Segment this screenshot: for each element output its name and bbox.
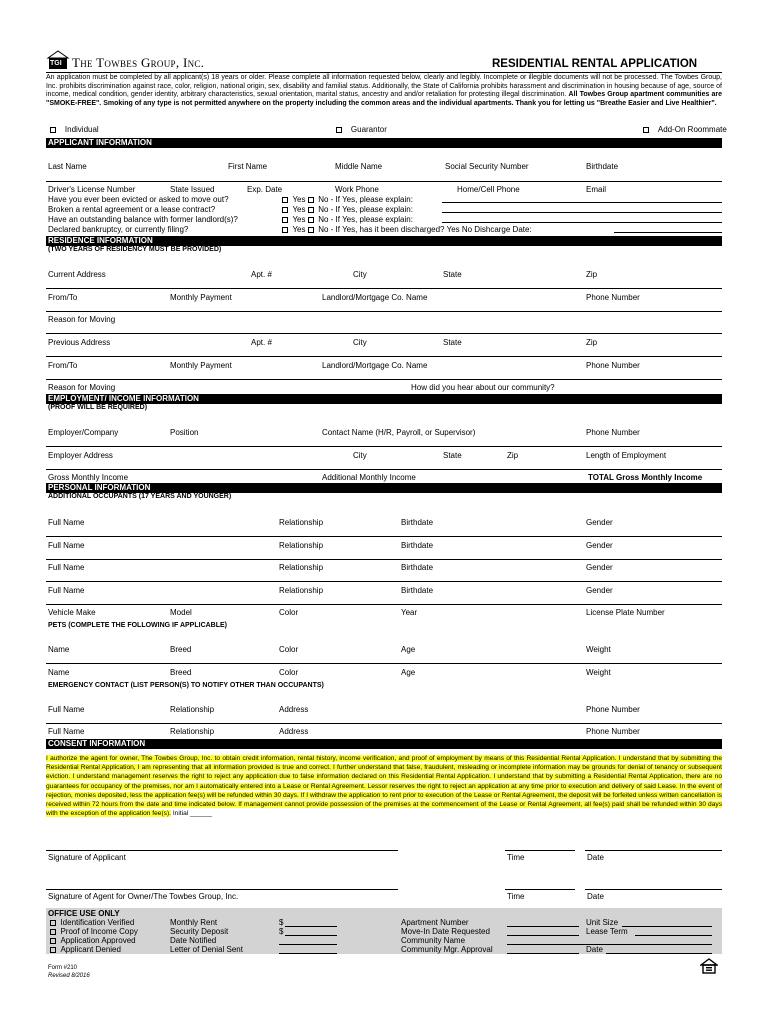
emergency-relationship-field[interactable]: Relationship xyxy=(170,727,215,736)
checkbox-icon[interactable] xyxy=(336,127,342,133)
vehicle-model-field[interactable]: Model xyxy=(170,608,192,617)
company-logo xyxy=(46,50,70,70)
emergency-phone-field[interactable]: Phone Number xyxy=(586,727,640,736)
unit-size-line[interactable] xyxy=(622,926,712,927)
exp-date-field[interactable]: Exp. Date xyxy=(247,185,283,194)
rent-dollar-sign: $ xyxy=(279,918,284,927)
landlord-phone-field[interactable]: Phone Number xyxy=(586,293,640,302)
occupant-birthdate-field[interactable]: Birthdate xyxy=(401,518,434,527)
occupant-gender-field[interactable]: Gender xyxy=(586,541,613,550)
checkbox-icon[interactable] xyxy=(308,207,314,213)
applicant-denied[interactable]: Applicant Denied xyxy=(50,945,121,954)
applicant-signature-line[interactable] xyxy=(46,850,398,851)
previous-address-field[interactable]: Previous Address xyxy=(48,338,111,347)
explain-line[interactable] xyxy=(442,202,722,203)
current-address-field[interactable]: Current Address xyxy=(48,270,106,279)
date-notified-line[interactable] xyxy=(279,944,337,945)
pet-age-field[interactable]: Age xyxy=(401,645,416,654)
company-name: The Towbes Group, Inc. xyxy=(72,55,205,70)
last-name-field[interactable]: Last Name xyxy=(48,162,87,171)
gross-income-field[interactable]: Gross Monthly Income xyxy=(48,473,129,482)
checkbox-icon[interactable] xyxy=(50,938,56,944)
emergency-name-field[interactable]: Full Name xyxy=(48,727,85,736)
occupants-subheading: ADDITIONAL OCCUPANTS (17 YEARS AND YOUNGER) xyxy=(48,493,232,500)
zip-field[interactable]: Zip xyxy=(586,270,598,279)
pet-breed-field[interactable]: Breed xyxy=(170,668,192,677)
agent-time-label: Time xyxy=(507,892,525,901)
state-field[interactable]: State xyxy=(443,270,462,279)
work-phone-field[interactable]: Work Phone xyxy=(335,185,379,194)
contact-name-field[interactable]: Contact Name (H/R, Payroll, or Supervisor) xyxy=(322,428,476,437)
agent-signature-line[interactable] xyxy=(46,889,398,890)
city-field[interactable]: City xyxy=(353,270,367,279)
checkbox-icon[interactable] xyxy=(308,227,314,233)
checkbox-icon[interactable] xyxy=(282,217,288,223)
apartment-number-line[interactable] xyxy=(507,926,579,927)
employer-address-field[interactable]: Employer Address xyxy=(48,451,113,460)
reason-moving-field[interactable]: Reason for Moving xyxy=(48,315,116,324)
home-phone-field[interactable]: Home/Cell Phone xyxy=(457,185,520,194)
pets-heading: PETS (COMPLETE THE FOLLOWING IF APPLICABLE) xyxy=(48,622,228,629)
occupant-name-field[interactable]: Full Name xyxy=(48,518,85,527)
occupant-gender-field[interactable]: Gender xyxy=(586,586,613,595)
employer-phone-field[interactable]: Phone Number xyxy=(586,428,640,437)
explain-line[interactable] xyxy=(442,222,722,223)
prev-reason-moving-field[interactable]: Reason for Moving xyxy=(48,383,116,392)
applicant-time-label: Time xyxy=(507,853,525,862)
employer-zip-field[interactable]: Zip xyxy=(507,451,519,460)
occupant-relationship-field[interactable]: Relationship xyxy=(279,541,324,550)
checkbox-icon[interactable] xyxy=(308,197,314,203)
emergency-name-field[interactable]: Full Name xyxy=(48,705,85,714)
email-field[interactable]: Email xyxy=(586,185,607,194)
agent-signature-label: Signature of Agent for Owner/The Towbes Group, Inc. xyxy=(48,892,239,901)
checkbox-icon[interactable] xyxy=(282,227,288,233)
pet-color-field[interactable]: Color xyxy=(279,645,299,654)
mgr-approval-label: Community Mgr. Approval xyxy=(401,945,493,954)
logo-letters: TGI xyxy=(50,60,62,67)
unit-size-label: Unit Size xyxy=(586,918,619,927)
letter-denial-line[interactable] xyxy=(279,953,337,954)
checkbox-icon[interactable] xyxy=(50,947,56,953)
answer-bankruptcy[interactable]: Yes No - If Yes, has it been discharged? Yes No Dishcarge Date: xyxy=(282,225,532,234)
move-in-date-label: Move-In Date Requested xyxy=(401,927,490,936)
middle-name-field[interactable]: Middle Name xyxy=(335,162,383,171)
prev-zip-field[interactable]: Zip xyxy=(586,338,598,347)
question-balance: Have an outstanding balance with former landlord(s)? xyxy=(48,215,238,224)
application-approved[interactable]: Application Approved xyxy=(50,936,136,945)
checkbox-icon[interactable] xyxy=(282,197,288,203)
emergency-relationship-field[interactable]: Relationship xyxy=(170,705,215,714)
length-employment-field[interactable]: Length of Employment xyxy=(586,451,667,460)
monthly-rent-label: Monthly Rent xyxy=(170,918,218,927)
explain-line[interactable] xyxy=(442,212,722,213)
explain-line[interactable] xyxy=(614,232,722,233)
move-in-date-line[interactable] xyxy=(507,935,579,936)
agent-date-label: Date xyxy=(587,892,604,901)
birthdate-field[interactable]: Birthdate xyxy=(586,162,619,171)
hear-about-field[interactable]: How did you hear about our community? xyxy=(411,383,555,392)
state-issued-field[interactable]: State Issued xyxy=(170,185,215,194)
date-notified-label: Date Notified xyxy=(170,936,217,945)
apt-field[interactable]: Apt. # xyxy=(251,270,272,279)
community-name-label: Community Name xyxy=(401,936,466,945)
employment-subheading: (PROOF WILL BE REQUIRED) xyxy=(48,404,148,411)
emergency-phone-field[interactable]: Phone Number xyxy=(586,705,640,714)
pet-breed-field[interactable]: Breed xyxy=(170,645,192,654)
position-field[interactable]: Position xyxy=(170,428,199,437)
office-use-heading: OFFICE USE ONLY xyxy=(48,909,120,918)
monthly-payment-field[interactable]: Monthly Payment xyxy=(170,293,232,302)
intro-text: An application must be completed by all applicant(s) 18 years or older. Please complete all information requested below, clearly and legibly. Incomplete or illegible documents will not be processed. The Towbes Group, Inc. prohibits discrimination against race, color, religion, national origin, sex, disability and familial status. Additionally, the State of California prohibits harassment and discrimination in housing because of age, source of income, medical condition, gender identity, arbitrary characteristics, sexual orientation, marital status, ancestry and and/or retaliation for protesting illegal discrimination. All Towbes Group apartment communities are "SMOKE-FREE". Smoking of any type is not permitted anywhere on the property including the common areas and the individual apartments. Thank you for letting us "Breathe Easier and Live Healthier". xyxy=(46,74,723,107)
occupant-name-field[interactable]: Full Name xyxy=(48,541,85,550)
from-to-field[interactable]: From/To xyxy=(48,293,78,302)
lease-term-line[interactable] xyxy=(635,935,712,936)
consent-heading: CONSENT INFORMATION xyxy=(46,739,722,749)
checkbox-icon[interactable] xyxy=(643,127,649,133)
prev-apt-field[interactable]: Apt. # xyxy=(251,338,272,347)
identification-verified[interactable]: Identification Verified xyxy=(50,918,134,927)
pet-name-field[interactable]: Name xyxy=(48,645,70,654)
prev-landlord-field[interactable]: Landlord/Mortgage Co. Name xyxy=(322,361,428,370)
approval-date-line[interactable] xyxy=(606,953,712,954)
agent-time-line[interactable] xyxy=(505,889,575,890)
license-plate-field[interactable]: License Plate Number xyxy=(586,608,665,617)
vehicle-make-field[interactable]: Vehicle Make xyxy=(48,608,96,617)
residence-subheading: (TWO YEARS OF RESIDENCY MUST BE PROVIDED) xyxy=(48,246,222,253)
equal-housing-icon xyxy=(700,958,718,976)
consent-text: I authorize the agent for owner, The Towbes Group, Inc. to obtain credit information, rental history, income verification, and proof of employment by means of this Residential Rental Application. I understand that by submitting the Residential Rental Application, I am representing that all information provided is true and correct. I further understand that false, fraudulent, misleading or incomplete information may be grounds for denial of tenancy or subsequent eviction. I understand management reserves the right to reject any application due to false information declared on this Residential Rental Application. I understand that by submitting a Residential Rental Application, there are no guarantees for occupancy of the premises, nor am I automatically entered into a Lease or Rental Agreement. Lessor reserves the right to reject an application at any time prior to execution and delivery of said Lease. In the event of rejection, monies deposited, less the application fee(s) will be refunded within 30 days. If I withdraw the application to rent prior to execution of the Lease or Rental Agreement, the deposit will be forfeited unless written cancellation is received within 72 hours from the date and time indicated below. If management cannot provide possession of the premises at the commencement of the Lease or Rental Agreement, all fee(s) paid shall be refunded within 30 days with the exception of the application fee(s). Initial ______ xyxy=(46,755,722,818)
checkbox-icon[interactable] xyxy=(50,127,56,133)
occupant-birthdate-field[interactable]: Birthdate xyxy=(401,541,434,550)
community-name-line[interactable] xyxy=(507,944,712,945)
page-title: RESIDENTIAL RENTAL APPLICATION xyxy=(492,58,698,70)
letter-denial-label: Letter of Denial Sent xyxy=(170,945,243,954)
first-name-field[interactable]: First Name xyxy=(228,162,268,171)
pet-name-field[interactable]: Name xyxy=(48,668,70,677)
prev-from-to-field[interactable]: From/To xyxy=(48,361,78,370)
deposit-dollar-sign: $ xyxy=(279,927,284,936)
prev-state-field[interactable]: State xyxy=(443,338,462,347)
emergency-heading: EMERGENCY CONTACT (LIST PERSON(S) TO NOTIFY OTHER THAN OCCUPANTS) xyxy=(48,682,324,689)
applicant-heading: APPLICANT INFORMATION xyxy=(46,138,722,148)
security-deposit-label: Security Deposit xyxy=(170,927,229,936)
checkbox-icon[interactable] xyxy=(308,217,314,223)
personal-heading: PERSONAL INFORMATION xyxy=(46,483,722,493)
employer-city-field[interactable]: City xyxy=(353,451,367,460)
emergency-address-field[interactable]: Address xyxy=(279,705,309,714)
agent-date-line[interactable] xyxy=(585,889,722,890)
approval-date-label: Date xyxy=(586,945,603,954)
employer-field[interactable]: Employer/Company xyxy=(48,428,119,437)
applicant-date-line[interactable] xyxy=(585,850,722,851)
mgr-approval-line[interactable] xyxy=(507,953,579,954)
question-evicted: Have you ever been evicted or asked to move out? xyxy=(48,195,229,204)
pet-color-field[interactable]: Color xyxy=(279,668,299,677)
occupant-name-field[interactable]: Full Name xyxy=(48,586,85,595)
vehicle-color-field[interactable]: Color xyxy=(279,608,299,617)
revised-date: Revised 8/2016 xyxy=(48,973,90,979)
initial-field[interactable]: Initial ______ xyxy=(171,810,213,818)
prev-city-field[interactable]: City xyxy=(353,338,367,347)
checkbox-icon[interactable] xyxy=(50,929,56,935)
roommate-option[interactable]: Add-On Roommate xyxy=(643,125,727,134)
form-number: Form #210 xyxy=(48,965,78,971)
employer-state-field[interactable]: State xyxy=(443,451,462,460)
occupant-birthdate-field[interactable]: Birthdate xyxy=(401,586,434,595)
vehicle-year-field[interactable]: Year xyxy=(401,608,418,617)
occupant-gender-field[interactable]: Gender xyxy=(586,563,613,572)
occupant-gender-field[interactable]: Gender xyxy=(586,518,613,527)
occupant-birthdate-field[interactable]: Birthdate xyxy=(401,563,434,572)
drivers-license-field[interactable]: Driver's License Number xyxy=(48,185,136,194)
occupant-name-field[interactable]: Full Name xyxy=(48,563,85,572)
employment-heading: EMPLOYMENT/ INCOME INFORMATION xyxy=(46,394,722,404)
answer-balance[interactable]: Yes No - If Yes, please explain: xyxy=(282,215,413,224)
ssn-field[interactable]: Social Security Number xyxy=(445,162,529,171)
applicant-date-label: Date xyxy=(587,853,604,862)
prev-monthly-payment-field[interactable]: Monthly Payment xyxy=(170,361,232,370)
total-income-field[interactable]: TOTAL Gross Monthly Income xyxy=(588,473,703,482)
security-deposit-line[interactable] xyxy=(285,935,337,936)
occupant-relationship-field[interactable]: Relationship xyxy=(279,586,324,595)
monthly-rent-line[interactable] xyxy=(285,926,337,927)
occupant-relationship-field[interactable]: Relationship xyxy=(279,518,324,527)
occupant-relationship-field[interactable]: Relationship xyxy=(279,563,324,572)
individual-option[interactable]: Individual xyxy=(50,125,99,134)
landlord-field[interactable]: Landlord/Mortgage Co. Name xyxy=(322,293,428,302)
checkbox-icon[interactable] xyxy=(282,207,288,213)
pet-age-field[interactable]: Age xyxy=(401,668,416,677)
additional-income-field[interactable]: Additional Monthly Income xyxy=(322,473,416,482)
apartment-number-label: Apartment Number xyxy=(401,918,469,927)
guarantor-option[interactable]: Guarantor xyxy=(336,125,387,134)
proof-income-copy[interactable]: Proof of Income Copy xyxy=(50,927,138,936)
answer-broken-lease[interactable]: Yes No - If Yes, please explain: xyxy=(282,205,413,214)
pet-weight-field[interactable]: Weight xyxy=(586,645,611,654)
answer-evicted[interactable]: Yes No - If Yes, please explain: xyxy=(282,195,413,204)
applicant-time-line[interactable] xyxy=(505,850,575,851)
pet-weight-field[interactable]: Weight xyxy=(586,668,611,677)
question-bankruptcy: Declared bankruptcy, or currently filing? xyxy=(48,225,189,234)
emergency-address-field[interactable]: Address xyxy=(279,727,309,736)
applicant-signature-label: Signature of Applicant xyxy=(48,853,126,862)
checkbox-icon[interactable] xyxy=(50,920,56,926)
residence-heading: RESIDENCE INFORMATION xyxy=(46,236,722,246)
lease-term-label: Lease Term xyxy=(586,927,628,936)
question-broken-lease: Broken a rental agreement or a lease contract? xyxy=(48,205,216,214)
prev-landlord-phone-field[interactable]: Phone Number xyxy=(586,361,640,370)
